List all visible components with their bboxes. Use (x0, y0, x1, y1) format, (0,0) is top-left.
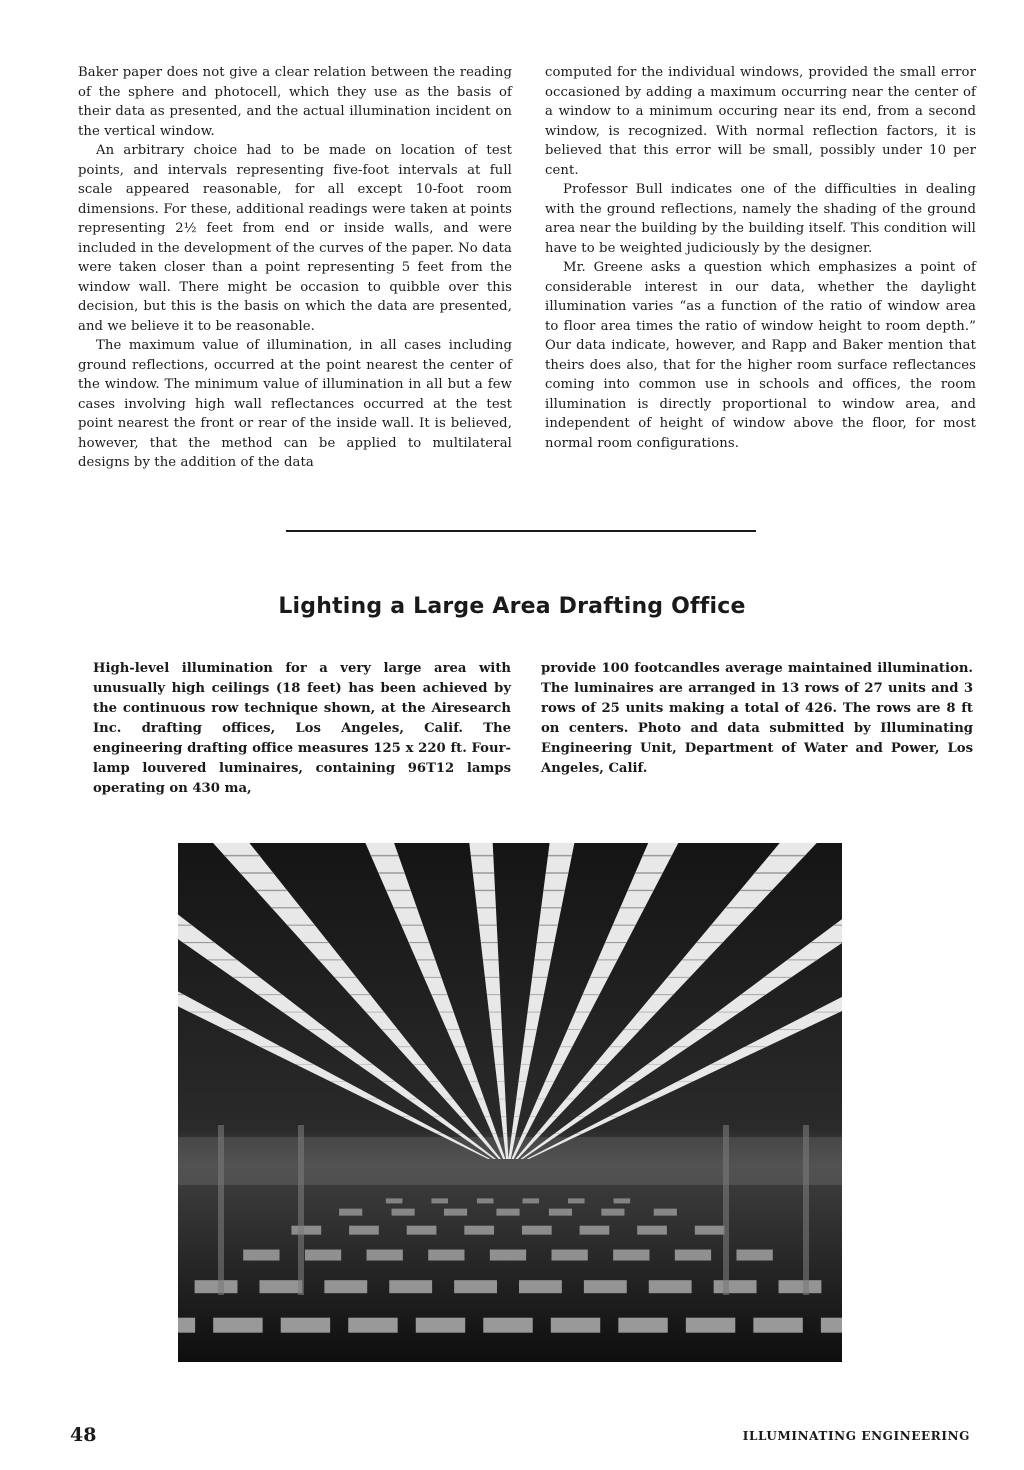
article-abstract-left (93, 659, 511, 799)
drafting-table (549, 1209, 572, 1216)
drafting-table (654, 1209, 677, 1216)
drafting-table (428, 1250, 464, 1261)
drafting-table (568, 1198, 585, 1203)
section-divider (286, 530, 756, 532)
drafting-table (324, 1280, 367, 1293)
drafting-table (580, 1226, 610, 1235)
drafting-table (551, 1318, 600, 1333)
paragraph: Professor Bull indicates one of the difficulties in dealing with the ground reflections, namely the shading of the ground area near the building by the building itself. This condition will have to be weighted judiciously by the designer. (545, 182, 976, 256)
paragraph: computed for the individual windows, provided the small error occasioned by adding a maximum occurring near the center of a window to a minimum occuring near its end, from a second window, is recognized. With normal reflection factors, it is believed that this error will be small, possibly under 10 per cent. (545, 65, 976, 178)
drafting-table (618, 1318, 667, 1333)
running-title: ILLUMINATING ENGINEERING (742, 1429, 970, 1443)
drafting-table (477, 1198, 494, 1203)
abstract-paragraph: provide 100 footcandles average maintained illumination. The luminaires are arranged in 13 rows of 27 units and 3 rows of 25 units making a total of 426. The rows are 8 ft on centers. Photo and data submitted by Illuminating Engineering Unit, Department of Water and Power, Los Angeles, Calif. (541, 661, 973, 776)
photo-illustration (178, 843, 842, 1362)
page-number: 48 (70, 1424, 97, 1446)
article-title: Lighting a Large Area Drafting Office (278, 594, 746, 619)
drafting-table (584, 1280, 627, 1293)
drafting-table (392, 1209, 415, 1216)
paragraph: The maximum value of illumination, in all cases including ground reflections, occurred at the point nearest the center of the window. The minimum value of illumination in all but a few cases involving high wall reflectances occurred at the test point nearest the front or rear of the inside wall. It is believed, however, that the method can be applied to multilateral designs by the addition of the data (78, 338, 512, 470)
drafting-table (496, 1209, 519, 1216)
drafting-table (736, 1250, 772, 1261)
drafting-table (522, 1226, 552, 1235)
drafting-table (464, 1226, 494, 1235)
support-column (218, 1125, 224, 1295)
drafting-table (714, 1280, 757, 1293)
abstract-paragraph: High-level illumination for a very large area with unusually high ceilings (18 feet) has been achieved by the continuous row technique shown, at the Airesearch Inc. drafting offices, Los Angeles, Calif. The engineering drafting office measures 125 x 220 ft. Four-lamp louvered luminaires, containing 96T12 lamps operating on 430 ma, (93, 661, 511, 796)
drafting-table (386, 1198, 403, 1203)
paragraph: An arbitrary choice had to be made on location of test points, and intervals representing five-foot intervals at full scale appeared reasonable, for all except 10-foot room dimensions. For these, additional readings were taken at points representing 2½ feet from end or inside walls, and were included in the development of the curves of the paper. No data were taken closer than a point representing 5 feet from the window wall. There might be occasion to quibble over this decision, but this is the basis on which the data are presented, and we believe it to be reasonable. (78, 143, 512, 334)
paragraph: Mr. Greene asks a question which emphasizes a point of considerable interest in our data, whether the daylight illumination varies “as a function of the ratio of window area to floor area times the ratio of window height to room depth.” Our data indicate, however, and Rapp and Baker mention that theirs does also, that for the higher room surface reflectances coming into common use in schools and offices, the room illumination is directly proportional to window area, and independent of height of window above the floor, for most normal room configurations. (545, 260, 976, 451)
drafting-table (367, 1250, 403, 1261)
drafting-table (613, 1250, 649, 1261)
drafting-table (407, 1226, 437, 1235)
support-column (723, 1125, 729, 1295)
paragraph: Baker paper does not give a clear relation between the reading of the sphere and photocell, which they use as the basis of their data as presented, and the actual illumination incident on the vertical window. (78, 65, 512, 139)
drafting-table (675, 1250, 711, 1261)
drafting-table (552, 1250, 588, 1261)
article-abstract-right (541, 659, 973, 779)
continued-text-right-column (545, 63, 976, 453)
drafting-table (195, 1280, 238, 1293)
drafting-table (649, 1280, 692, 1293)
drafting-table (349, 1226, 379, 1235)
drafting-table (389, 1280, 432, 1293)
drafting-table (614, 1198, 631, 1203)
drafting-table (695, 1226, 725, 1235)
drafting-table (483, 1318, 532, 1333)
drafting-table (779, 1280, 822, 1293)
drafting-table (821, 1318, 842, 1333)
drafting-table (416, 1318, 465, 1333)
drafting-table (178, 1318, 195, 1333)
drafting-table (281, 1318, 330, 1333)
drafting-table (519, 1280, 562, 1293)
drafting-table (454, 1280, 497, 1293)
support-column (298, 1125, 304, 1295)
drafting-table (686, 1318, 735, 1333)
support-column (803, 1125, 809, 1295)
drafting-table (305, 1250, 341, 1261)
drafting-table (213, 1318, 262, 1333)
continued-text-left-column (78, 63, 512, 473)
drafting-office-photo (178, 843, 842, 1362)
drafting-table (431, 1198, 448, 1203)
drafting-table (637, 1226, 667, 1235)
drafting-table (291, 1226, 321, 1235)
drafting-table (339, 1209, 362, 1216)
drafting-table (490, 1250, 526, 1261)
drafting-table (753, 1318, 802, 1333)
drafting-table (444, 1209, 467, 1216)
drafting-table (522, 1198, 539, 1203)
far-wall (178, 1137, 842, 1193)
drafting-table (243, 1250, 279, 1261)
drafting-table (601, 1209, 624, 1216)
drafting-table (348, 1318, 397, 1333)
drafting-table (259, 1280, 302, 1293)
